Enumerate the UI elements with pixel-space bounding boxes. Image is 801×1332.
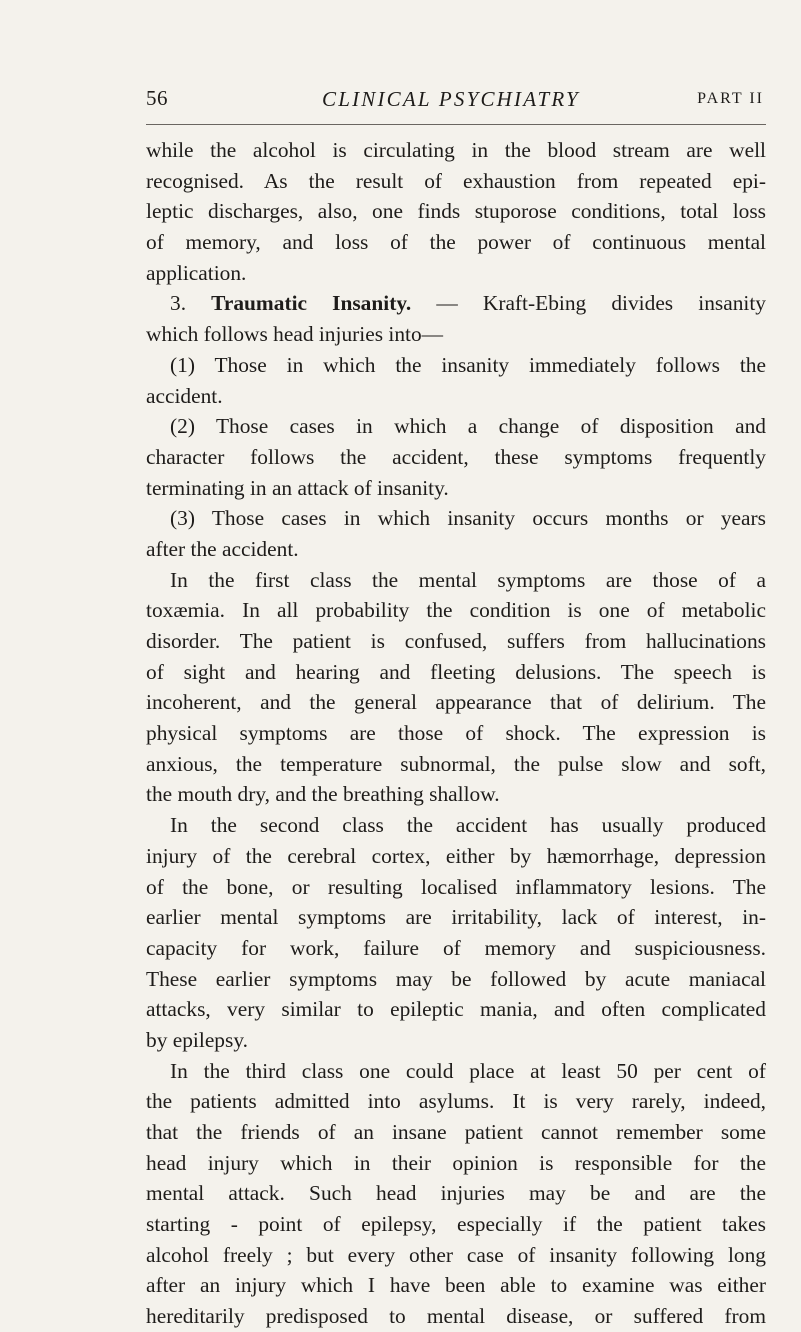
text-line: of memory, and loss of the power of continuous mental (146, 230, 766, 255)
text-line: toxæmia. In all probability the condition is one of metabolic (146, 598, 766, 623)
text-line: which follows head injuries into— (146, 322, 444, 347)
text-line: In the first class the mental symptoms are those of a (170, 567, 766, 592)
text-line: disorder. The patient is confused, suffers from hallucinations (146, 629, 766, 653)
text-line: alcohol freely ; but every other case of insanity following long (146, 1242, 766, 1267)
part-label: PART II (697, 90, 764, 107)
text-line: earlier mental symptoms are irritability, lack of interest, in- (146, 905, 766, 930)
body-text (146, 135, 766, 1332)
text-line: In the third class one could place at least 50 per cent of (170, 1058, 766, 1083)
text-line: anxious, the temperature subnormal, the pulse slow and soft, (146, 751, 766, 776)
text-line: injury of the cerebral cortex, either by hæmorrhage, depression (146, 843, 766, 868)
section-text: — Kraft-Ebing divides insanity (411, 291, 766, 316)
text-line: incoherent, and the general appearance that of delirium. The (146, 690, 766, 715)
text-line: the patients admitted into asylums. It is very rarely, indeed, (146, 1089, 766, 1114)
text-line: (3) Those cases in which insanity occurs months or years (170, 506, 766, 531)
text-line: (1) Those in which the insanity immediately follows the (170, 352, 766, 377)
text-line (146, 288, 766, 319)
text-line: hereditarily predisposed to mental disease, or suffered from (146, 1304, 766, 1329)
text-line: application. (146, 260, 247, 285)
text-line: starting - point of epilepsy, especially if the patient takes (146, 1212, 766, 1237)
text-line: (2) Those cases in which a change of disposition and (170, 414, 766, 439)
text-line: of sight and hearing and fleeting delusions. The speech is (146, 659, 766, 684)
text-line: after the accident. (146, 536, 299, 561)
text-line: terminating in an attack of insanity. (146, 475, 449, 500)
text-line: leptic discharges, also, one finds stuporose conditions, total loss (146, 199, 766, 224)
text-line: by epilepsy. (146, 1027, 248, 1052)
running-head (146, 86, 766, 120)
text-line: after an injury which I have been able to examine was either (146, 1273, 766, 1298)
text-line: accident. (146, 383, 223, 408)
text-line: In the second class the accident has usually produced (170, 813, 766, 838)
text-line: that the friends of an insane patient cannot remember some (146, 1120, 766, 1144)
page-number: 56 (146, 86, 168, 110)
text-line: attacks, very similar to epileptic mania, and often complicated (146, 997, 766, 1022)
text-line: These earlier symptoms may be followed by acute maniacal (146, 966, 766, 991)
text-line: head injury which in their opinion is responsible for the (146, 1150, 766, 1175)
section-heading: Traumatic Insanity. (211, 291, 412, 316)
text-line: character follows the accident, these symptoms frequently (146, 444, 766, 469)
section-number: 3. (170, 291, 212, 316)
text-line: while the alcohol is circulating in the blood stream are well (146, 138, 766, 162)
text-line: recognised. As the result of exhaustion from repeated epi- (146, 168, 766, 193)
text-line: mental attack. Such head injuries may be and are the (146, 1181, 766, 1206)
text-line: the mouth dry, and the breathing shallow. (146, 782, 500, 807)
text-line: physical symptoms are those of shock. The expression is (146, 721, 766, 746)
text-line: of the bone, or resulting localised inflammatory lesions. The (146, 874, 766, 899)
book-title: CLINICAL PSYCHIATRY (322, 87, 580, 111)
header-rule (146, 124, 766, 125)
text-line: capacity for work, failure of memory and suspiciousness. (146, 935, 766, 960)
